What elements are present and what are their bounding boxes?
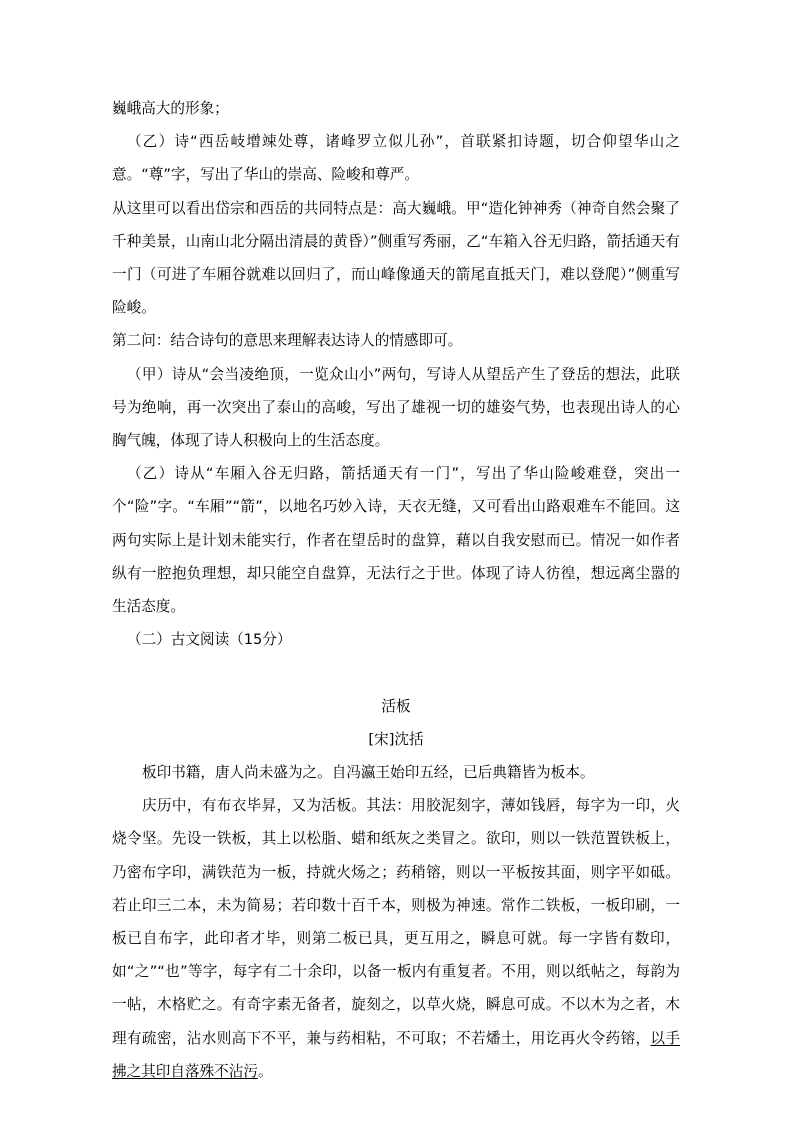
passage-text-after-underline: 。: [257, 1062, 273, 1080]
blank-line-spacer: [112, 656, 680, 689]
answer-paragraph-5: （甲）诗从“会当凌绝顶，一览众山小”两句，写诗人从望岳产生了登岳的想法，此联号为绝响，再一次突出了泰山的高峻，写出了雄视一切的雄姿气势，也表现出诗人的心胸气魄，体现了诗人积极向上的生活态度。: [112, 365, 680, 450]
passage-text-before-underline: 庆历中，有布衣毕昇，又为活板。其法：用胶泥刻字，薄如钱唇，每字为一印，火烧令坚。先设一铁板，其上以松脂、蜡和纸灰之类冒之。欲印，则以一铁范置铁板上，乃密布字印，满铁范为一板，持就火炀之；药稍镕，则以一平板按其面，则字平如砥。若止印三二本，未为简易；若印数十百千本，则极为神速。常作二铁板，一板印刷，一板已自布字，此印者才毕，则第二板已具，更互用之，瞬息可就。每一字皆有数印，如“之”“也”等字，每字有二十余印，以备一板内有重复者。不用，则以纸帖之，每韵为一帖，木格贮之。有奇字素无备者，旋刻之，以草火烧，瞬息可成。不以木为之者，木理有疏密，沾水则高下不平，兼与药相粘，不可取；不若燔土，用讫再火令药镕，: [112, 797, 680, 1047]
answer-paragraph-2: （乙）诗“西岳岐增竦处尊，诸峰罗立似儿孙”，首联紧扣诗题，切合仰望华山之意。“尊”字，写出了华山的崇高、险峻和尊严。: [112, 133, 680, 184]
answer-paragraph-3: 从这里可以看出岱宗和西岳的共同特点是：高大巍峨。甲“造化钟神秀（神奇自然会聚了千种美景，山南山北分隔出清晨的黄昏）”侧重写秀丽，乙“车箱入谷无归路，箭括通天有一门（可进了车厢谷就难以回归了，而山峰像通天的箭尾直抵天门，难以登爬）”侧重写险峻。: [112, 199, 680, 317]
passage-title: 活板: [381, 697, 411, 715]
page-content: [112, 92, 680, 1088]
passage-paragraph-1: 板印书籍，唐人尚未盛为之。自冯瀛王始印五经，已后典籍皆为板本。: [142, 764, 595, 782]
answer-paragraph-4: 第二问：结合诗句的意思来理解表达诗人的情感即可。: [112, 332, 463, 350]
passage-author: [宋]沈括: [368, 730, 424, 748]
section-heading-ancient-text-reading: （二）古文阅读（15分）: [127, 631, 292, 649]
answer-paragraph-6: （乙）诗从“车厢入谷无归路，箭括通天有一门”，写出了华山险峻难登，突出一个“险”字。“车厢”“箭”，以地名巧妙入诗，天衣无缝，又可看出山路艰难车不能回。这两句实际上是计划未能实行，作者在望岳时的盘算，藉以自我安慰而已。情况一如作者纵有一腔抱负理想，却只能空自盘算，无法行之于世。体现了诗人彷徨，想远离尘嚣的生活态度。: [112, 465, 680, 616]
passage-underlined-phrase: 以手拂之其印自落殊不沾污: [112, 1029, 680, 1080]
answer-paragraph-1: 巍峨高大的形象；: [112, 100, 229, 117]
passage-paragraph-2: [112, 789, 680, 1088]
